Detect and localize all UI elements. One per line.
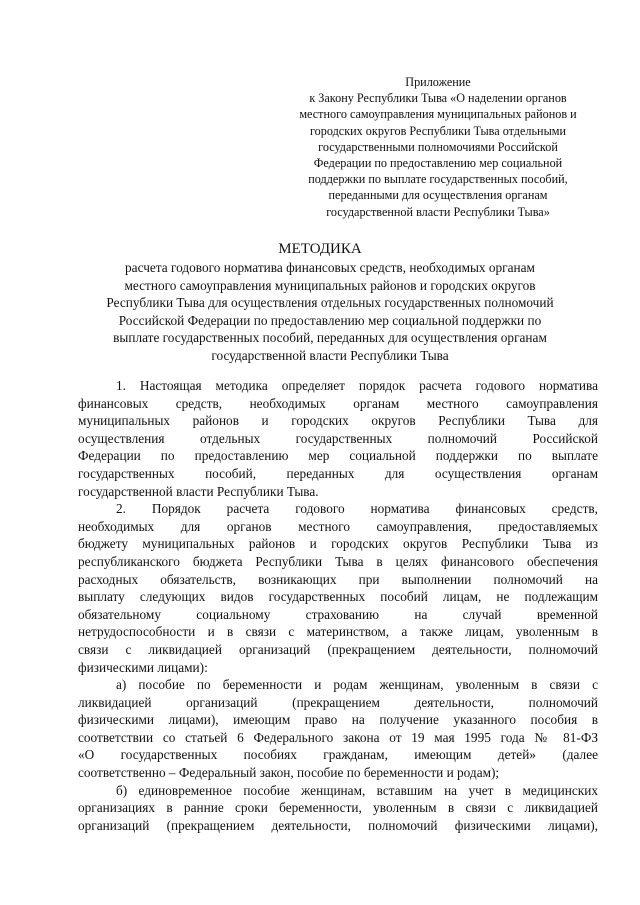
item-a-line: физическими лицами), имеющим право на получение указанного пособия в — [78, 712, 598, 728]
subtitle-line: государственной власти Республики Тыва — [211, 347, 449, 363]
paragraph-2-line: выплату следующих видов государственных пособий лицам, не подлежащим — [78, 589, 598, 605]
subtitle-line: Республики Тыва для осуществления отдельных государственных полномочий — [106, 295, 554, 311]
paragraph-1-line: Федерации по предоставлению мер социальной поддержки по выплате — [78, 448, 598, 464]
item-a-line: «О государственных пособиях гражданам, имеющим детей» (далее — [78, 747, 598, 763]
appendix-header — [268, 74, 608, 220]
appendix-line: местного самоуправления муниципальных районов и — [299, 107, 577, 122]
subtitle-line: Российской Федерации по предоставлению мер социальной поддержки по — [118, 312, 542, 328]
paragraph-1-line: муниципальных районов и городских округов Республики Тыва для — [78, 413, 598, 429]
item-a-line: ликвидацией организаций (прекращением деятельности, полномочий — [78, 694, 598, 710]
item-b-line: б) единовременное пособие женщинам, вставшим на учет в медицинских — [116, 782, 598, 798]
appendix-line: к Закону Республики Тыва «О наделении органов — [309, 91, 567, 106]
item-b-line: организаций (прекращением деятельности, полномочий физическими лицами), — [78, 817, 598, 833]
paragraph-1-line: осуществления отдельных государственных полномочий Российской — [78, 430, 598, 446]
subtitle-line: местного самоуправления муниципальных районов и городских округов — [124, 277, 536, 293]
item-a-line: соответственно – Федеральный закон, пособие по беременности и родам); — [78, 765, 500, 781]
subtitle-line: выплате государственных пособий, переданных для осуществления органам — [113, 330, 547, 346]
paragraph-2-line: нетрудоспособности и в связи с материнством, а также лицам, уволенным в — [78, 624, 598, 640]
document-subtitle — [60, 259, 600, 365]
appendix-line: переданными для осуществления органам — [328, 188, 548, 203]
item-b-line: организациях в ранние сроки беременности, уволенным в связи с ликвидацией — [78, 800, 598, 816]
paragraph-1-line: 1. Настоящая методика определяет порядок расчета годового норматива — [116, 378, 598, 393]
appendix-line: городских округов Республики Тыва отдельными — [309, 123, 566, 138]
appendix-line: Федерации по предоставлению мер социальной — [313, 156, 563, 171]
paragraph-2-line: расходных обязательств, возникающих при выполнении полномочий на — [78, 571, 598, 587]
appendix-line: государственной власти Республики Тыва» — [326, 204, 550, 219]
paragraph-2-line: связи с ликвидацией организаций (прекращением деятельности, полномочий — [78, 641, 598, 657]
paragraph-2-line: обязательному социальному страхованию на случай временной — [78, 606, 598, 622]
paragraph-1-line: государственной власти Республики Тыва. — [78, 483, 319, 499]
paragraph-2-line: физическими лицами): — [78, 659, 208, 675]
appendix-line: Приложение — [405, 75, 471, 89]
document-title: МЕТОДИКА — [278, 241, 362, 257]
document-body — [78, 377, 598, 834]
paragraph-1-line: финансовых средств, необходимых органам местного самоуправления — [78, 395, 598, 411]
paragraph-2-line: необходимых для органов местного самоуправления, предоставляемых — [78, 518, 598, 534]
paragraph-1-line: государственных пособий, переданных для осуществления органам — [78, 465, 598, 481]
paragraph-2-line: 2. Порядок расчета годового норматива финансовых средств, — [116, 501, 598, 517]
subtitle-line: расчета годового норматива финансовых средств, необходимых органам — [125, 260, 535, 275]
appendix-line: государственными полномочиями Российской — [318, 139, 558, 154]
paragraph-2-line: бюджету муниципальных районов и городских округов Республики Тыва из — [78, 536, 598, 552]
paragraph-2-line: республиканского бюджета Республики Тыва в целях финансового обеспечения — [78, 553, 598, 569]
appendix-line: поддержки по выплате государственных пособий, — [308, 172, 568, 187]
item-a-line: а) пособие по беременности и родам женщинам, уволенным в связи с — [116, 677, 598, 693]
item-a-line: соответствии со статьей 6 Федерального закона от 19 мая 1995 года № 81-ФЗ — [78, 729, 598, 745]
